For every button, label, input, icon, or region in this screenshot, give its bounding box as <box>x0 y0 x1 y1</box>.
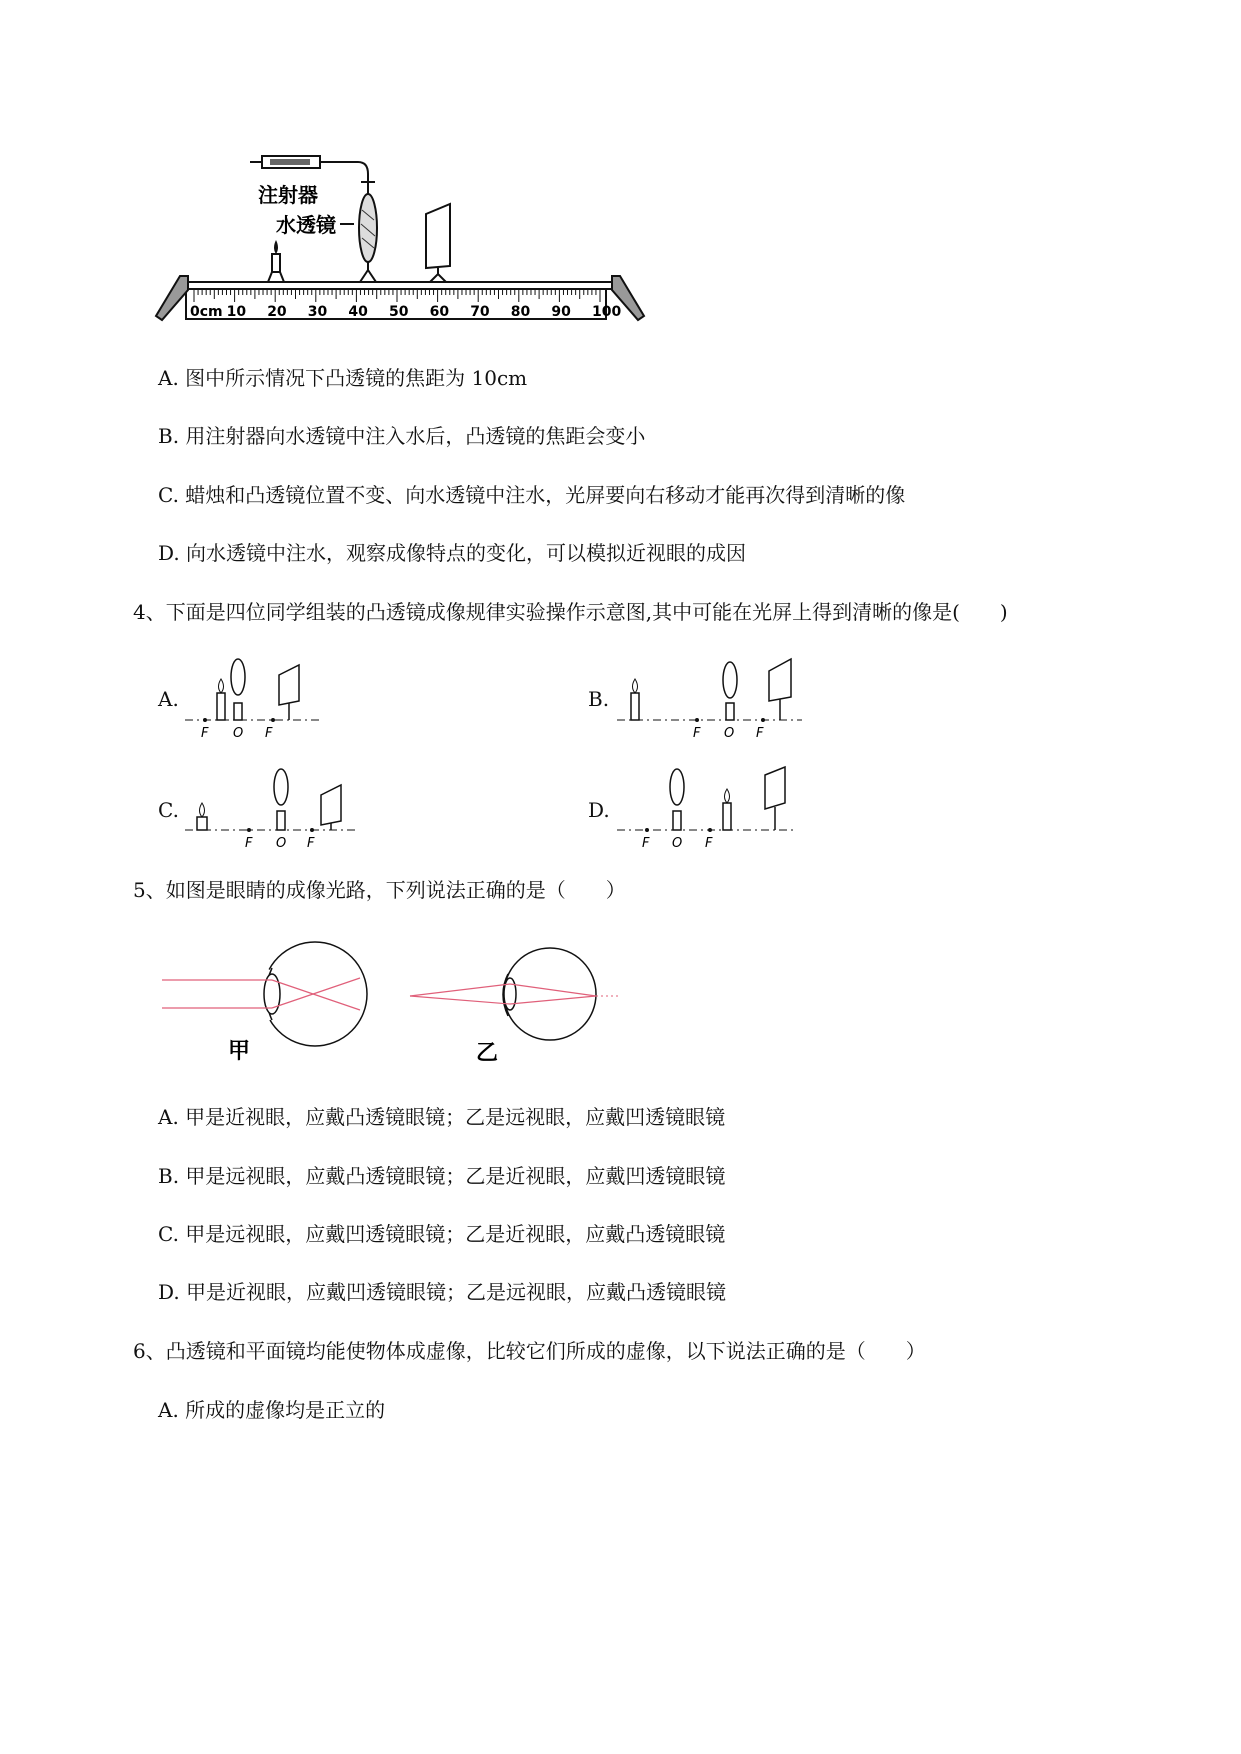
q4-diagram-b <box>617 655 812 745</box>
q3-option-b: B. 用注射器向水透镜中注入水后，凸透镜的焦距会变小 <box>158 424 646 448</box>
q4-c-o: O <box>276 836 287 851</box>
ruler-tick-label: 30 <box>307 304 328 320</box>
q4-b-o: O <box>724 726 735 741</box>
q3-option-c: C. 蜡烛和凸透镜位置不变、向水透镜中注水，光屏要向右移动才能再次得到清晰的像 <box>158 483 906 507</box>
ruler-tick-label: 70 <box>470 304 490 320</box>
q4-d-f1: F <box>642 836 650 851</box>
ruler-tick-label: 50 <box>389 304 409 320</box>
q4-d-f2: F <box>705 836 713 851</box>
eye-jia-label: 甲 <box>228 1039 251 1064</box>
q5-option-a: A. 甲是近视眼，应戴凸透镜眼镜；乙是远视眼，应戴凹透镜眼镜 <box>158 1105 726 1129</box>
q4-b-f2: F <box>756 726 764 741</box>
ruler-tick-label: 60 <box>429 304 450 320</box>
q5-option-d: D. 甲是近视眼，应戴凹透镜眼镜；乙是远视眼，应戴凸透镜眼镜 <box>158 1280 727 1304</box>
ruler-tick-label: 20 <box>267 304 287 320</box>
ruler-tick-label: 80 <box>510 304 531 320</box>
q4-diagram-c <box>185 765 360 855</box>
q4-c-f2: F <box>307 836 315 851</box>
q5-stem: 5、如图是眼睛的成像光路，下列说法正确的是（ ） <box>133 878 626 902</box>
q4-diagram-a <box>185 655 330 745</box>
q6-option-a: A. 所成的虚像均是正立的 <box>158 1398 386 1422</box>
q4-option-d-label: D. <box>588 798 610 822</box>
q5-option-c: C. 甲是远视眼，应戴凹透镜眼镜；乙是近视眼，应戴凸透镜眼镜 <box>158 1222 726 1246</box>
light-screen <box>426 204 450 282</box>
q4-option-a-label: A. <box>158 687 179 711</box>
eye-yi <box>410 948 620 1066</box>
water-lens-label: 水透镜 <box>276 213 336 237</box>
water-lens <box>359 174 377 282</box>
ruler-tick-label: 40 <box>348 304 368 320</box>
candle <box>268 240 284 282</box>
q4-option-b-label: B. <box>588 687 610 711</box>
ruler-tick-label: 90 <box>551 304 571 320</box>
q6-stem: 6、凸透镜和平面镜均能使物体成虚像，比较它们所成的虚像，以下说法正确的是（ ） <box>133 1339 926 1363</box>
q4-d-o: O <box>672 836 683 851</box>
q5-option-b: B. 甲是远视眼，应戴凸透镜眼镜；乙是近视眼，应戴凹透镜眼镜 <box>158 1164 726 1188</box>
q3-option-a: A. 图中所示情况下凸透镜的焦距为 10cm <box>158 366 528 390</box>
q4-option-c-label: C. <box>158 798 179 822</box>
q4-diagram-d <box>617 765 802 855</box>
ruler-tick-label: 100 <box>592 304 622 320</box>
q4-a-o: O <box>233 726 244 741</box>
q4-c-f1: F <box>245 836 253 851</box>
q4-stem: 4、下面是四位同学组装的凸透镜成像规律实验操作示意图,其中可能在光屏上得到清晰的像是( ) <box>133 600 1008 624</box>
ruler <box>156 276 644 320</box>
q4-a-f2: F <box>265 726 273 741</box>
optical-bench-figure <box>150 140 660 360</box>
eye-yi-label: 乙 <box>476 1041 499 1066</box>
q3-option-d: D. 向水透镜中注水，观察成像特点的变化，可以模拟近视眼的成因 <box>158 541 747 565</box>
ruler-tick-label: 0cm <box>190 304 223 320</box>
q4-b-f1: F <box>693 726 701 741</box>
eye-jia <box>162 942 367 1064</box>
q4-a-f1: F <box>201 726 209 741</box>
ruler-tick-label: 10 <box>226 304 247 320</box>
eye-diagrams <box>160 930 630 1070</box>
syringe-label: 注射器 <box>258 183 318 207</box>
